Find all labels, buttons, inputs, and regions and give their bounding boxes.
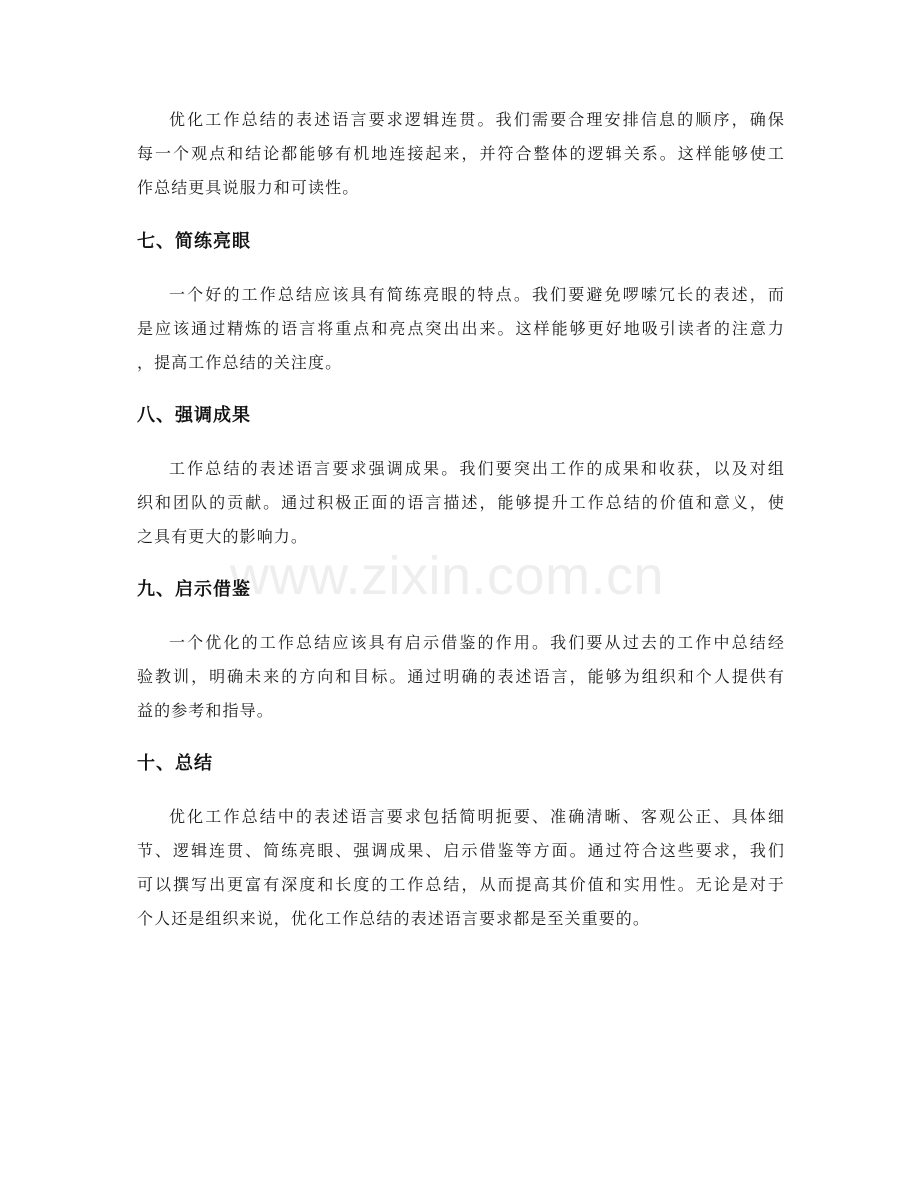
paragraph-line: 之具有更大的影响力。: [137, 527, 309, 546]
paragraph-results: [137, 452, 785, 554]
paragraph-line: 每一个观点和结论都能够有机地连接起来，并符合整体的逻辑关系。这样能够使工: [137, 144, 785, 163]
section-heading-9: 九、启示借鉴: [137, 579, 251, 600]
paragraph-line: ，提高工作总结的关注度。: [137, 353, 343, 372]
paragraph-line: 一个优化的工作总结应该具有启示借鉴的作用。我们要从过去的工作中总结经: [169, 633, 785, 652]
watermark: www.zixin.com.cn: [230, 546, 665, 606]
paragraph-line: 个人还是组织来说，优化工作总结的表述语言要求都是至关重要的。: [137, 909, 651, 928]
paragraph-line: 作总结更具说服力和可读性。: [137, 178, 360, 197]
paragraph-line: 织和团队的贡献。通过积极正面的语言描述，能够提升工作总结的价值和意义，使: [137, 493, 785, 512]
paragraph-summary: [137, 800, 785, 936]
section-heading-7: 七、简练亮眼: [137, 231, 251, 252]
section-heading-8: 八、强调成果: [137, 405, 251, 426]
paragraph-line: 一个好的工作总结应该具有简练亮眼的特点。我们要避免啰嗦冗长的表述，而: [169, 285, 785, 304]
paragraph-lessons: [137, 626, 785, 728]
paragraph-line: 优化工作总结中的表述语言要求包括简明扼要、准确清晰、客观公正、具体细: [169, 807, 785, 826]
paragraph-line: 节、逻辑连贯、简练亮眼、强调成果、启示借鉴等方面。通过符合这些要求，我们: [137, 841, 785, 860]
paragraph-line: 是应该通过精炼的语言将重点和亮点突出出来。这样能够更好地吸引读者的注意力: [137, 319, 785, 338]
paragraph-line: 益的参考和指导。: [137, 701, 274, 720]
paragraph-line: 工作总结的表述语言要求强调成果。我们要突出工作的成果和收获，以及对组: [169, 459, 785, 478]
section-heading-10: 十、总结: [137, 753, 213, 774]
paragraph-line: 优化工作总结的表述语言要求逻辑连贯。我们需要合理安排信息的顺序，确保: [169, 110, 785, 129]
paragraph-line: 可以撰写出更富有深度和长度的工作总结，从而提高其价值和实用性。无论是对于: [137, 875, 785, 894]
paragraph-concise: [137, 278, 785, 380]
paragraph-logical-coherence: [137, 103, 785, 205]
paragraph-line: 验教训，明确未来的方向和目标。通过明确的表述语言，能够为组织和个人提供有: [137, 667, 785, 686]
